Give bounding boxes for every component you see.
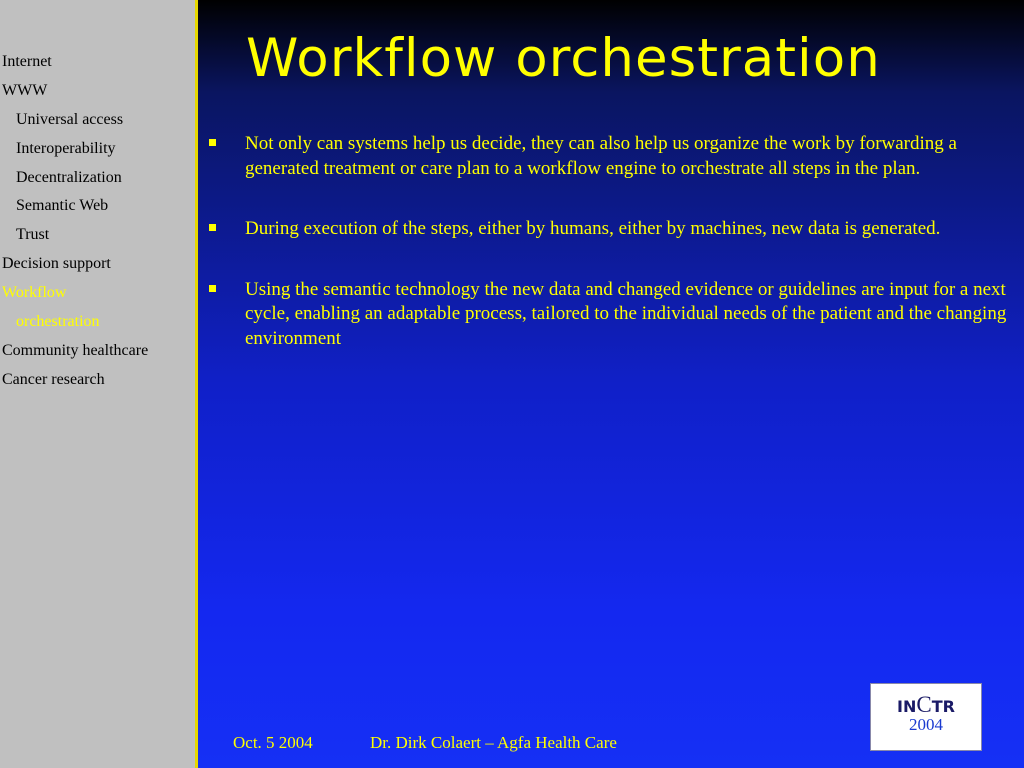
sidebar-item-workflow[interactable]: Workflow bbox=[2, 284, 67, 302]
sidebar-item-internet[interactable]: Internet bbox=[2, 53, 52, 70]
sidebar-item-orchestration[interactable]: orchestration bbox=[16, 313, 100, 331]
sidebar-list bbox=[0, 51, 195, 398]
footer-date: Oct. 5 2004 bbox=[233, 733, 313, 752]
slide-content bbox=[198, 0, 1024, 768]
sidebar-item-interoperability[interactable]: Interoperability bbox=[16, 139, 116, 157]
sidebar-item-trust[interactable]: Trust bbox=[16, 226, 50, 244]
bullet-text: During execution of the steps, either by humans, either by machines, new data is generated. bbox=[245, 218, 941, 239]
bullet-item bbox=[206, 217, 1018, 242]
sidebar-item-decentralization[interactable]: Decentralization bbox=[16, 168, 122, 186]
sidebar-item-decision-support[interactable]: Decision support bbox=[2, 255, 111, 273]
sidebar-item-semantic-web[interactable]: Semantic Web bbox=[16, 197, 109, 215]
square-bullet-icon bbox=[209, 224, 216, 231]
square-bullet-icon bbox=[209, 139, 216, 146]
logo-part-tr: TR bbox=[931, 697, 955, 716]
bullet-text: Not only can systems help us decide, they can also help us organize the work by forwarding a generated treatment or care plan to a workflow engine to orchestrate all steps in the plan. bbox=[245, 133, 957, 179]
sidebar-nav bbox=[0, 0, 198, 768]
logo-part-c: C bbox=[916, 692, 932, 717]
bullet-list bbox=[206, 132, 1018, 387]
logo-year: 2004 bbox=[909, 715, 943, 734]
square-bullet-icon bbox=[209, 285, 216, 292]
bullet-item bbox=[206, 132, 1018, 181]
footer-author: Dr. Dirk Colaert – Agfa Health Care bbox=[370, 733, 617, 752]
sidebar-item-www[interactable]: WWW bbox=[2, 81, 48, 99]
logo-part-in: IN bbox=[897, 697, 917, 716]
inctr-logo bbox=[870, 683, 982, 751]
bullet-text: Using the semantic technology the new data and changed evidence or guidelines are input for a next cycle, enabling an adaptable process, tailored to the individual needs of the patient and the changing environment bbox=[245, 278, 1007, 349]
slide-title: Workflow orchestration bbox=[246, 28, 881, 89]
sidebar-item-cancer-research[interactable]: Cancer research bbox=[2, 370, 105, 388]
bullet-item bbox=[206, 278, 1018, 352]
sidebar-item-community-healthcare[interactable]: Community healthcare bbox=[2, 341, 149, 359]
sidebar-item-universal-access[interactable]: Universal access bbox=[16, 110, 124, 128]
